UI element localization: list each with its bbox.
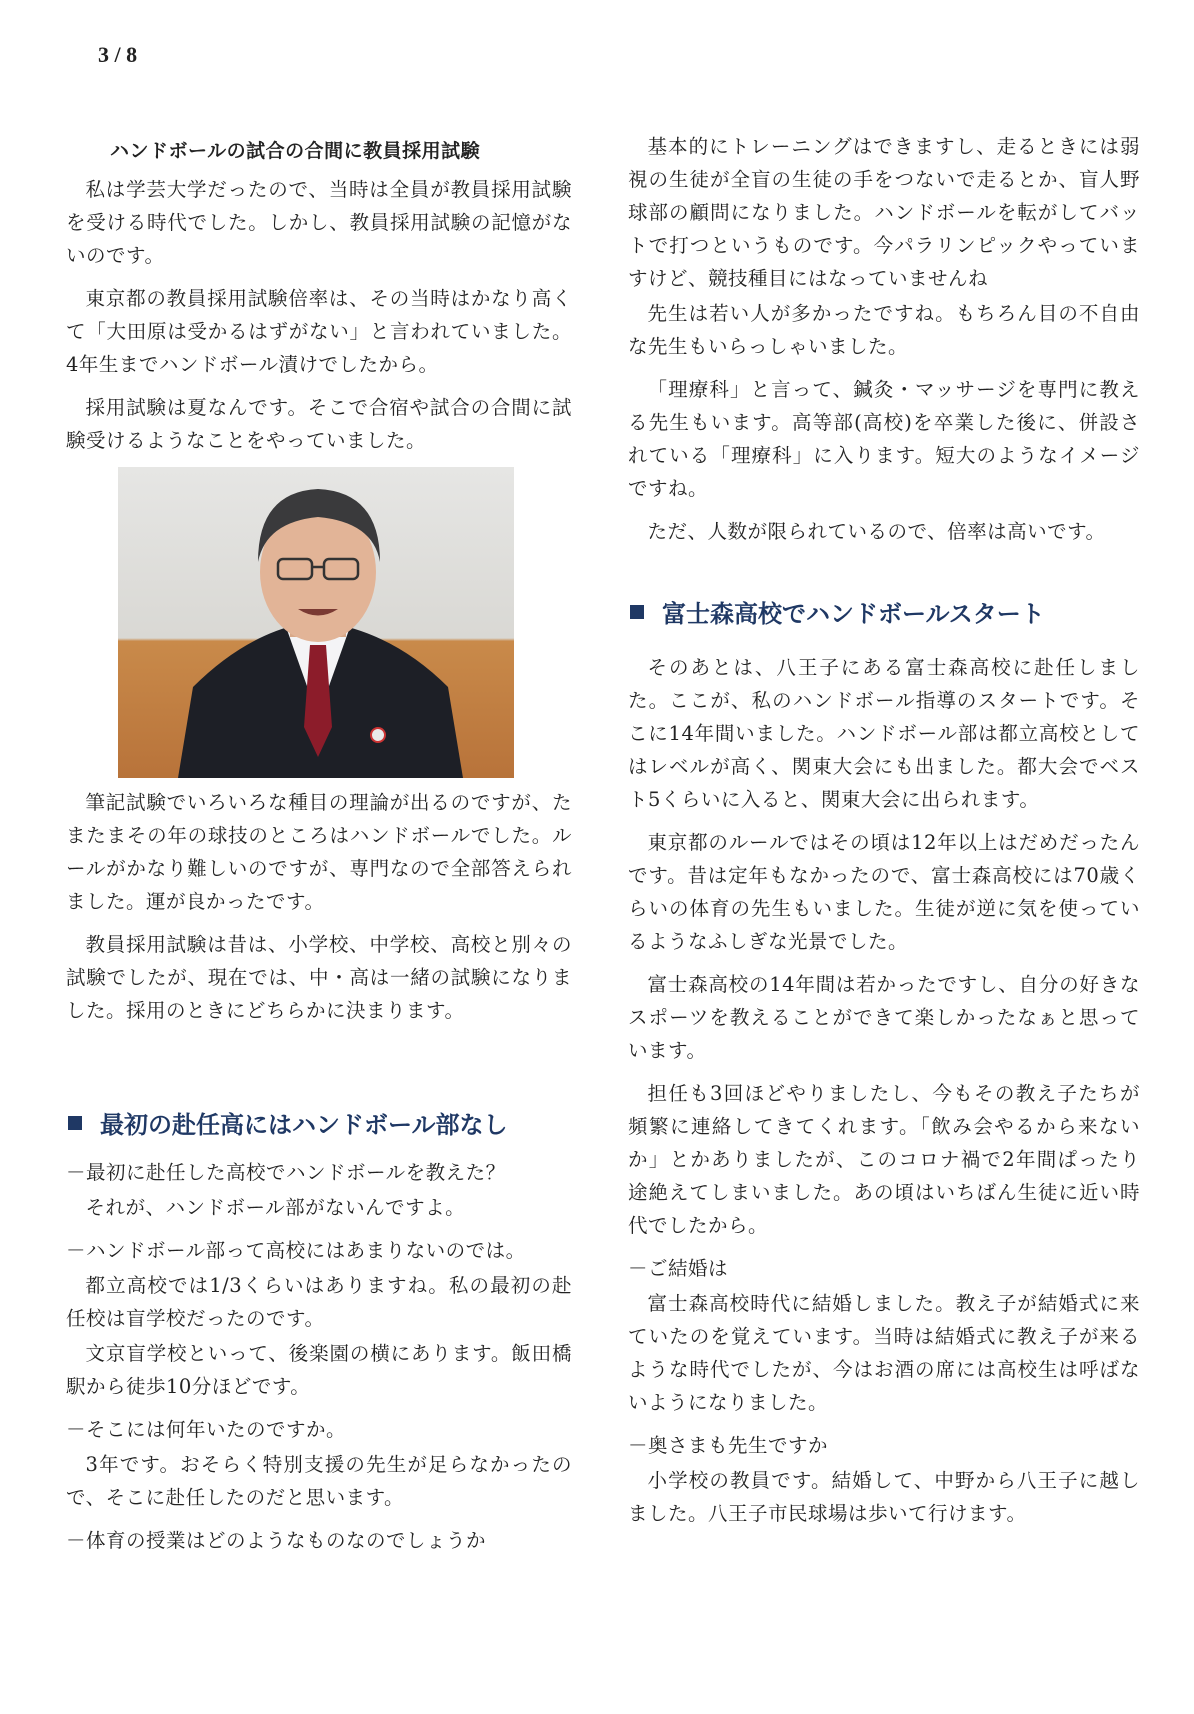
answer: それが、ハンドボール部がないんですよ。: [85, 1196, 466, 1219]
paragraph: 私は学芸大学だったので、当時は全員が教員採用試験を受ける時代でした。しかし、教員採用試験の記憶がないのです。: [66, 178, 572, 267]
paragraph: 筆記試験でいろいろな種目の理論が出るのですが、たまたまその年の球技のところはハンドボールでした。ルールがかなり難しいのですが、専門なので全部答えられました。運が良かったです。: [66, 791, 572, 913]
paragraph: 採用試験は夏なんです。そこで合宿や試合の合間に試験受けるようなことをやっていました。: [66, 396, 572, 452]
right-column: [628, 130, 1140, 1540]
answer: 小学校の教員です。結婚して、中野から八王子に越しました。八王子市民球場は歩いて行けます。: [628, 1469, 1140, 1525]
paragraph: 基本的にトレーニングはできますし、走るときには弱視の生徒が全盲の生徒の手をつないで走るとか、盲人野球部の顧問になりました。ハンドボールを転がしてバットで打つというものです。今パラリンピックやっていますけど、競技種目にはなっていませんね: [628, 135, 1140, 290]
section-title-first-post: [66, 1105, 572, 1140]
paragraph: 先生は若い人が多かったですね。もちろん目の不自由な先生もいらっしゃいました。: [628, 302, 1140, 358]
question: －奥さまも先生ですか: [628, 1434, 829, 1457]
left-column: [66, 130, 572, 1559]
paragraph: ただ、人数が限られているので、倍率は高いです。: [647, 520, 1106, 543]
paragraph: 東京都のルールではその頃は12年以上はだめだったんです。昔は定年もなかったので、富士森高校には70歳くらいの体育の先生もいました。生徒が逆に気を使っているようなふしぎな光景でした。: [628, 831, 1140, 953]
subheading-exam: ハンドボールの試合の合間に教員採用試験: [110, 140, 481, 162]
question: －最初に赴任した高校でハンドボールを教えた？: [66, 1161, 506, 1184]
answer: 3年です。おそらく特別支援の先生が足らなかったので、そこに赴任したのだと思います。: [66, 1453, 572, 1509]
paragraph: そのあとは、八王子にある富士森高校に赴任しました。ここが、私のハンドボール指導のスタートです。そこに14年間いました。ハンドボール部は都立高校としてはレベルが高く、関東大会にも出ました。都大会でベスト5くらいに入ると、関東大会に出られます。: [628, 656, 1140, 811]
paragraph: 教員採用試験は昔は、小学校、中学校、高校と別々の試験でしたが、現在では、中・高は一緒の試験になりました。採用のときにどちらかに決まります。: [66, 933, 572, 1022]
paragraph: 「理療科」と言って、鍼灸・マッサージを専門に教える先生もいます。高等部(高校)を卒業した後に、併設されている「理療科」に入ります。短大のようなイメージですね。: [628, 378, 1140, 500]
page-number: 3 / 8: [98, 42, 138, 67]
paragraph: 東京都の教員採用試験倍率は、その当時はかなり高くて「大田原は受かるはずがない」と言われていました。4年生までハンドボール漬けでしたから。: [66, 287, 572, 376]
answer: 富士森高校時代に結婚しました。教え子が結婚式に来ていたのを覚えています。当時は結婚式に教え子が来るような時代でしたが、今はお酒の席には高校生は呼ばないようになりました。: [628, 1292, 1140, 1414]
paragraph: 担任も3回ほどやりましたし、今もその教え子たちが頻繁に連絡してきてくれます。「飲み会やるから来ないか」とかありましたが、このコロナ禍で2年間ぱったり途絶えてしまいました。あの頃はいちばん生徒に近い時代でしたから。: [628, 1082, 1140, 1237]
section-title-fujimori: [628, 594, 1140, 629]
interview-photo: [118, 467, 514, 778]
section-title-text: 富士森高校でハンドボールスタート: [662, 600, 1045, 628]
square-bullet-icon: [630, 605, 644, 619]
answer: 文京盲学校といって、後楽園の横にあります。飯田橋駅から徒歩10分ほどです。: [66, 1342, 572, 1398]
question: －ご結婚は: [628, 1257, 729, 1280]
question: －そこには何年いたのですか。: [66, 1418, 347, 1441]
question: －ハンドボール部って高校にはあまりないのでは。: [66, 1239, 526, 1262]
paragraph: 富士森高校の14年間は若かったですし、自分の好きなスポーツを教えることができて楽しかったなぁと思っています。: [628, 973, 1140, 1062]
answer: 都立高校では1/3くらいはありますね。私の最初の赴任校は盲学校だったのです。: [66, 1274, 572, 1330]
question: －体育の授業はどのようなものなのでしょうか: [66, 1529, 487, 1552]
square-bullet-icon: [68, 1116, 82, 1130]
section-title-text: 最初の赴任高にはハンドボール部なし: [100, 1111, 508, 1139]
